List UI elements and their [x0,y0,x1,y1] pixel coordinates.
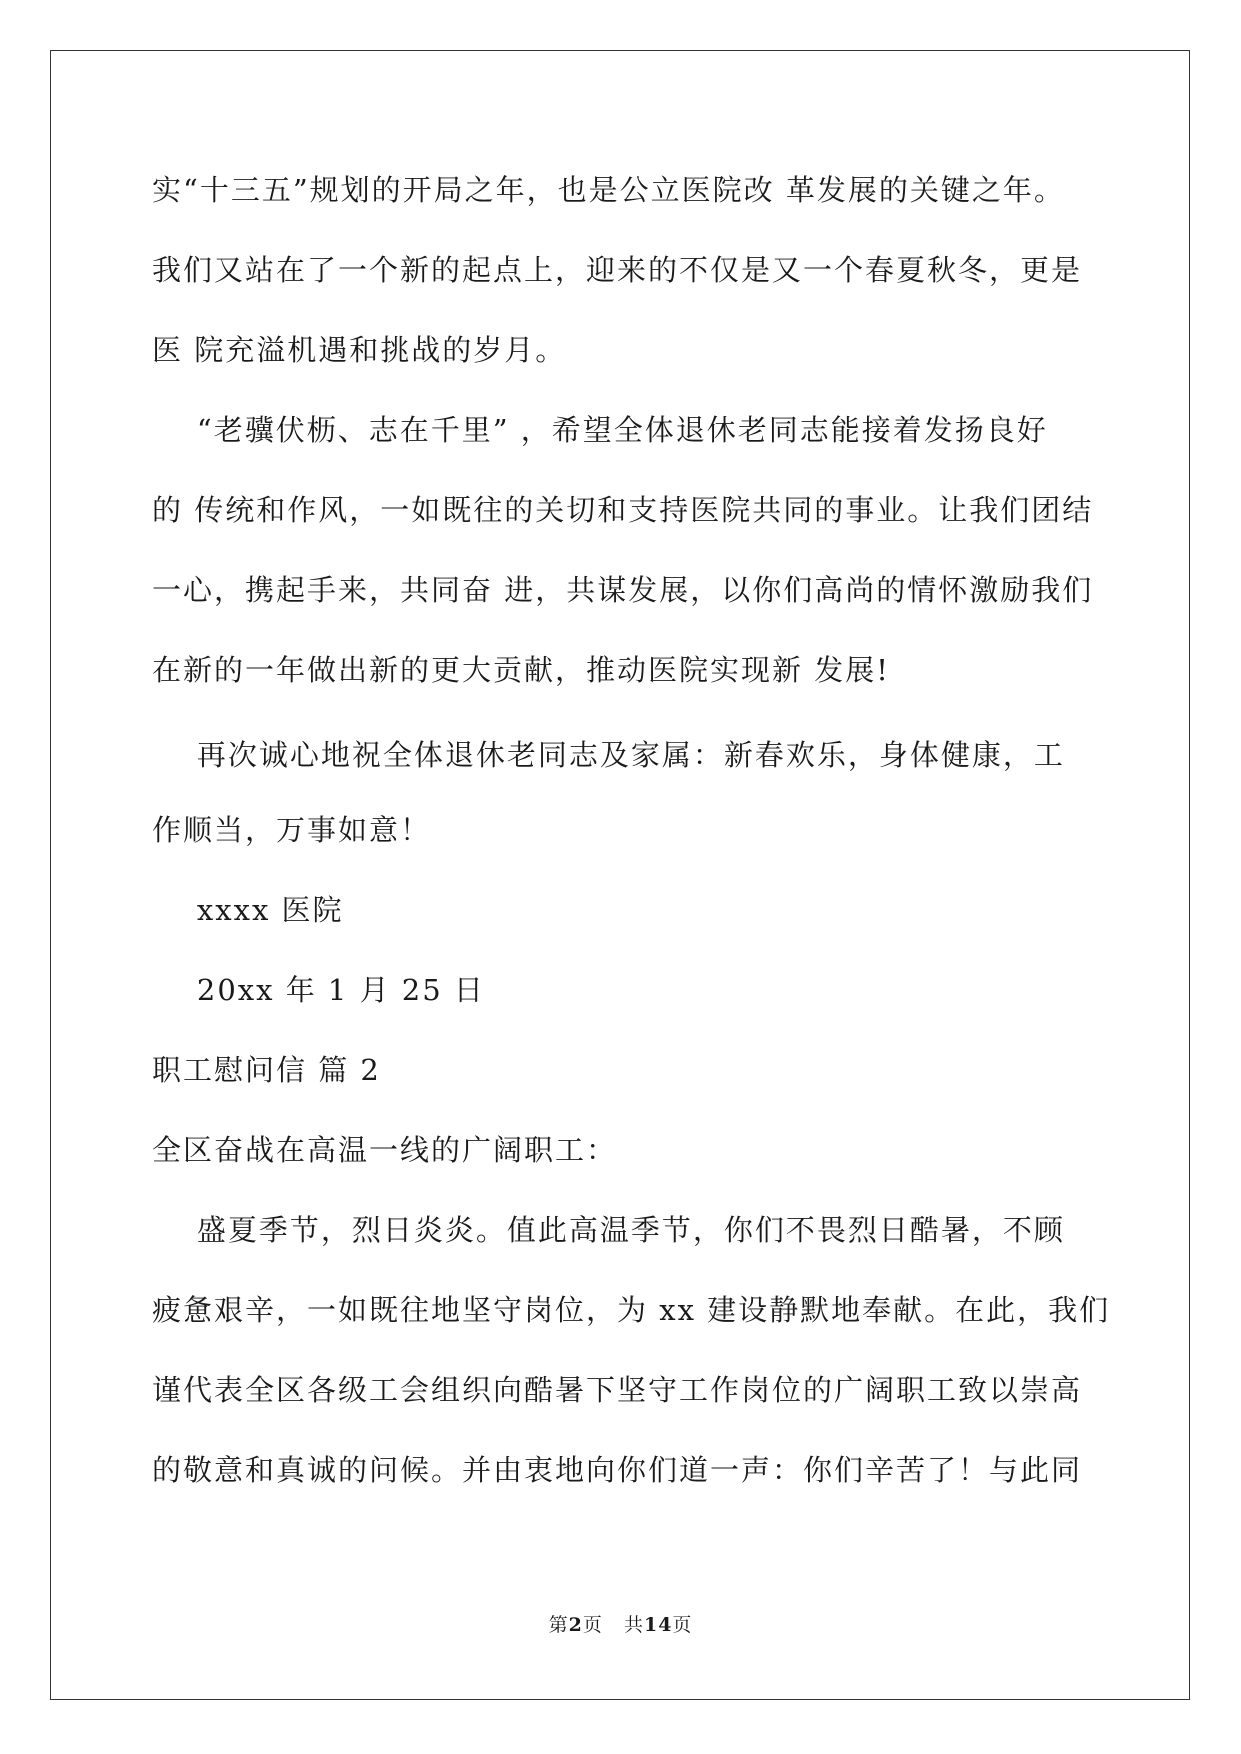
text-line: 疲惫艰辛，一如既往地坚守岗位，为 xx 建设静默地奉献。在此，我们 [152,1293,1111,1327]
salutation: 全区奋战在高温一线的广阔职工： [152,1133,618,1167]
page-footer [0,1610,1241,1637]
text-line: 的 传统和作风，一如既往的关切和支持医院共同的事业。让我们团结 [152,493,1094,527]
page-number: 2 [568,1614,583,1636]
signature-date: 20xx 年 1 月 25 日 [152,973,485,1007]
text-line: 的敬意和真诚的问候。并由衷地向你们道一声：你们辛苦了！与此同 [152,1453,1083,1487]
total-pages: 14 [643,1614,673,1636]
text-line: 一心，携起手来，共同奋 进，共谋发展，以你们高尚的情怀激励我们 [152,573,1094,607]
section-heading: 职工慰问信 篇 2 [152,1053,381,1087]
text-line: 盛夏季节，烈日炎炎。值此高温季节，你们不畏烈日酷暑，不顾 [152,1213,1065,1247]
text-line: 在新的一年做出新的更大贡献，推动医院实现新 发展! [152,653,890,687]
text-line: 我们又站在了一个新的起点上，迎来的不仅是又一个春夏秋冬，更是 [152,253,1083,287]
text-line: 谨代表全区各级工会组织向酷暑下坚守工作岗位的广阔职工致以崇高 [152,1373,1083,1407]
text-line: 再次诚心地祝全体退休老同志及家属：新春欢乐，身体健康，工 [152,738,1065,772]
text-line: “老骥伏枥、志在千里” ，希望全体退休老同志能接着发扬良好 [152,413,1048,447]
page-unit: 页 [582,1614,603,1636]
text-line: 作顺当，万事如意！ [152,813,432,847]
text-line: 医 院充溢机遇和挑战的岁月。 [152,333,567,367]
page-prefix: 第 [548,1614,569,1636]
total-unit: 页 [672,1614,693,1636]
text-line: 实“十三五”规划的开局之年，也是公立医院改 革发展的关键之年。 [152,173,1065,207]
total-prefix: 共 [623,1614,644,1636]
signature-org: xxxx 医院 [152,893,344,927]
